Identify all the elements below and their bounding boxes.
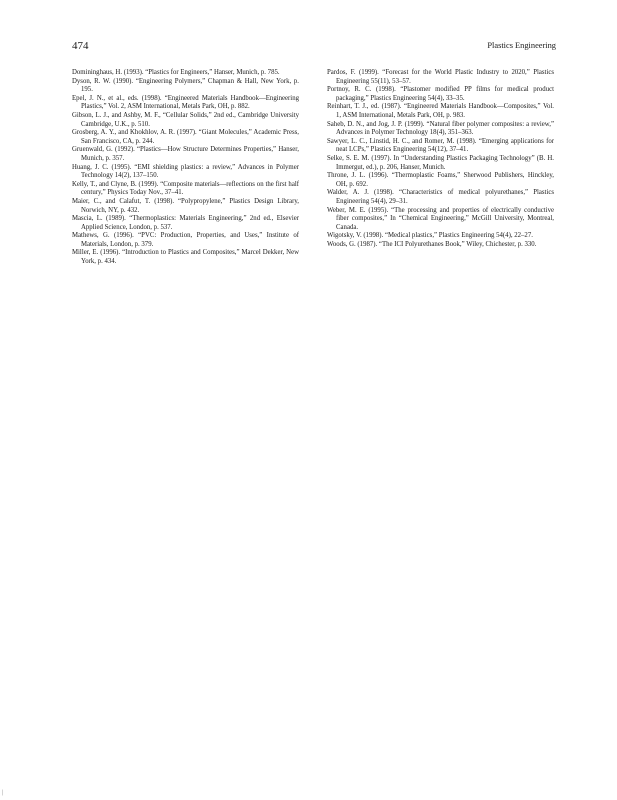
reference-column-left [72, 69, 299, 267]
reference-entry: Pardos, F. (1999). “Forecast for the World Plastic Industry to 2020,” Plastics Engineering 55(11), 53–57. [327, 69, 554, 85]
reference-entry: Wigotsky, V. (1998). “Medical plastics,” Plastics Engineering 54(4), 22–27. [327, 232, 533, 240]
reference-entry: Saheb, D. N., and Jog, J. P. (1999). “Natural fiber polymer composites: a review,” Advances in Polymer Technology 18(4), 351–363. [327, 120, 554, 137]
reference-entry: Portnoy, R. C. (1998). “Plastomer modified PP films for medical product packaging,” Plastics Engineering 54(4), 33–35. [327, 86, 554, 102]
reference-entry: Domininghaus, H. (1993). “Plastics for Engineers,” Hanser, Munich, p. 785. [72, 69, 280, 76]
reference-entry: Maier, C., and Calafut, T. (1998). “Polypropylene,” Plastics Design Library, Norwich, NY, p. 432. [72, 197, 299, 214]
reference-entry: Gruenwald, G. (1992). “Plastics—How Structure Determines Properties,” Hanser, Munich, p. 357. [72, 146, 299, 162]
reference-entry: Dyson, R. W. (1990). “Engineering Polymers,” Chapman & Hall, New York, p. 195. [72, 77, 299, 94]
reference-entry: Sawyer, L. C., Linstid, H. C., and Romer, M. (1998). “Emerging applications for neat LCPs,” Plastics Engineering 54(12), 37–41. [327, 137, 554, 154]
page-header [72, 40, 556, 54]
reference-entry: Mathews, G. (1996). “PVC: Production, Properties, and Uses,” Institute of Materials, London, p. 379. [72, 232, 299, 248]
page-number: 474 [72, 40, 89, 52]
reference-entry: Kelly, T., and Clyne, B. (1999). “Composite materials—reflections on the first half century,” Physics Today Nov., 37–41. [72, 180, 299, 197]
reference-entry: Epel, J. N., et al., eds. (1998). “Engineered Materials Handbook—Engineering Plastics,” Vol. 2, ASM International, Metals Park, OH, p. 882. [72, 94, 299, 111]
reference-entry: Woods, G. (1987). “The ICI Polyurethanes Book,” Wiley, Chichester, p. 330. [327, 240, 537, 248]
reference-entry: Walder, A. J. (1998). “Characteristics of medical polyurethanes,” Plastics Engineering 54(4), 29–31. [327, 189, 554, 205]
reference-entry: Throne, J. L. (1996). “Thermoplastic Foams,” Sherwood Publishers, Hinckley, OH, p. 692. [327, 172, 554, 188]
reference-entry: Weber, M. E. (1995). “The processing and properties of electrically conductive fiber composites,” In “Chemical Engineering,” McGill University, Montreal, Canada. [327, 206, 554, 231]
reference-entry: Selke, S. E. M. (1997). In “Understanding Plastics Packaging Technology” (B. H. Immergut, ed.), p. 206, Hanser, Munich. [327, 154, 554, 171]
reference-entry: Grosberg, A. Y., and Khokhlov, A. R. (1997). “Giant Molecules,” Academic Press, San Francisco, CA, p. 244. [72, 129, 299, 145]
reference-column-right [327, 69, 554, 249]
reference-entry: Gibson, L. J., and Ashby, M. F., “Cellular Solids,” 2nd ed., Cambridge University Cambridge, U.K., p. 510. [72, 111, 299, 128]
page-edge-mark: | [2, 790, 4, 796]
running-head: Plastics Engineering [487, 41, 556, 50]
reference-entry: Reinhart, T. J., ed. (1987). “Engineered Materials Handbook—Composites,” Vol. 1, ASM International, Metals Park, OH, p. 983. [327, 103, 554, 119]
reference-entry: Mascia, L. (1989). “Thermoplastics: Materials Engineering,” 2nd ed., Elsevier Applied Science, London, p. 537. [72, 215, 299, 231]
reference-entry: Miller, E. (1996). “Introduction to Plastics and Composites,” Marcel Dekker, New York, p. 434. [72, 249, 299, 266]
reference-entry: Huang, J. C. (1995). “EMI shielding plastics: a review,” Advances in Polymer Technology 14(2), 137–150. [72, 163, 299, 180]
